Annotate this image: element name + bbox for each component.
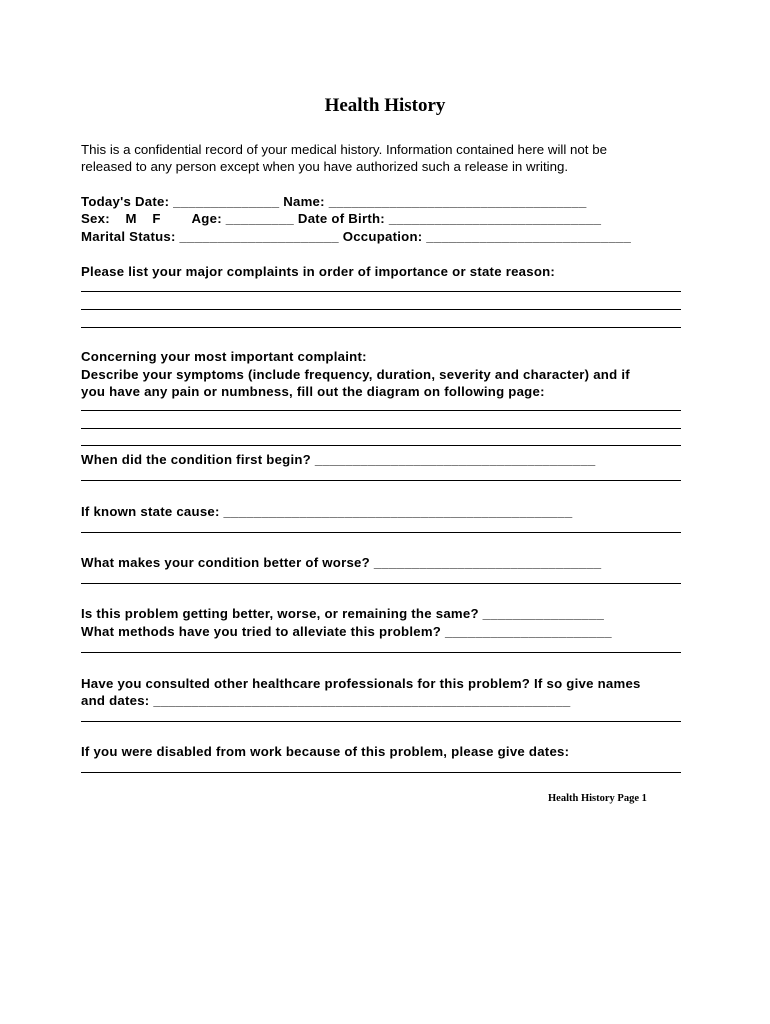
problem-trend-field[interactable]: Is this problem getting better, worse, or remaining the same? ________________ bbox=[81, 606, 605, 621]
consulted-professionals-prompt: Have you consulted other healthcare professionals for this problem? If so give names bbox=[81, 676, 641, 691]
marital-occupation-field-row[interactable]: Marital Status: _____________________ Occupation: ___________________________ bbox=[81, 229, 632, 244]
describe-symptoms-prompt-line-2: you have any pain or numbness, fill out the diagram on following page: bbox=[81, 384, 545, 399]
page-title: Health History bbox=[324, 95, 446, 116]
complaints-answer-line-3[interactable] bbox=[81, 327, 681, 328]
known-cause-field[interactable]: If known state cause: ______________________________________________ bbox=[81, 504, 573, 519]
page-footer: Health History Page 1 bbox=[548, 793, 647, 804]
disabled-from-work-prompt: If you were disabled from work because of this problem, please give dates: bbox=[81, 744, 570, 759]
complaints-answer-line-1[interactable] bbox=[81, 291, 681, 292]
symptoms-answer-line-1[interactable] bbox=[81, 410, 681, 411]
methods-tried-answer-line[interactable] bbox=[81, 652, 681, 653]
symptoms-answer-line-2[interactable] bbox=[81, 428, 681, 429]
sex-age-dob-field-row[interactable]: Sex: M F Age: _________ Date of Birth: ____________________________ bbox=[81, 211, 602, 226]
confidentiality-notice: This is a confidential record of your medical history. Information contained here will not be released to any person except when you have authorized such a release in writing. bbox=[81, 142, 607, 174]
concerning-complaint-heading: Concerning your most important complaint: bbox=[81, 349, 367, 364]
methods-tried-field[interactable]: What methods have you tried to alleviate this problem? ______________________ bbox=[81, 624, 612, 639]
complaints-answer-line-2[interactable] bbox=[81, 309, 681, 310]
condition-began-field[interactable]: When did the condition first begin? _____________________________________ bbox=[81, 452, 596, 467]
condition-began-answer-line[interactable] bbox=[81, 480, 681, 481]
symptoms-answer-line-3[interactable] bbox=[81, 445, 681, 446]
consulted-names-dates-field[interactable]: and dates: _______________________________________________________ bbox=[81, 693, 571, 708]
describe-symptoms-prompt-line-1: Describe your symptoms (include frequency, duration, severity and character) and if bbox=[81, 367, 630, 382]
date-name-field-row[interactable]: Today's Date: ______________ Name: __________________________________ bbox=[81, 194, 587, 209]
better-or-worse-answer-line[interactable] bbox=[81, 583, 681, 584]
complaints-prompt: Please list your major complaints in order of importance or state reason: bbox=[81, 264, 556, 279]
consulted-answer-line[interactable] bbox=[81, 721, 681, 722]
disabled-dates-answer-line[interactable] bbox=[81, 772, 681, 773]
better-or-worse-field[interactable]: What makes your condition better of worse? ______________________________ bbox=[81, 555, 602, 570]
known-cause-answer-line[interactable] bbox=[81, 532, 681, 533]
